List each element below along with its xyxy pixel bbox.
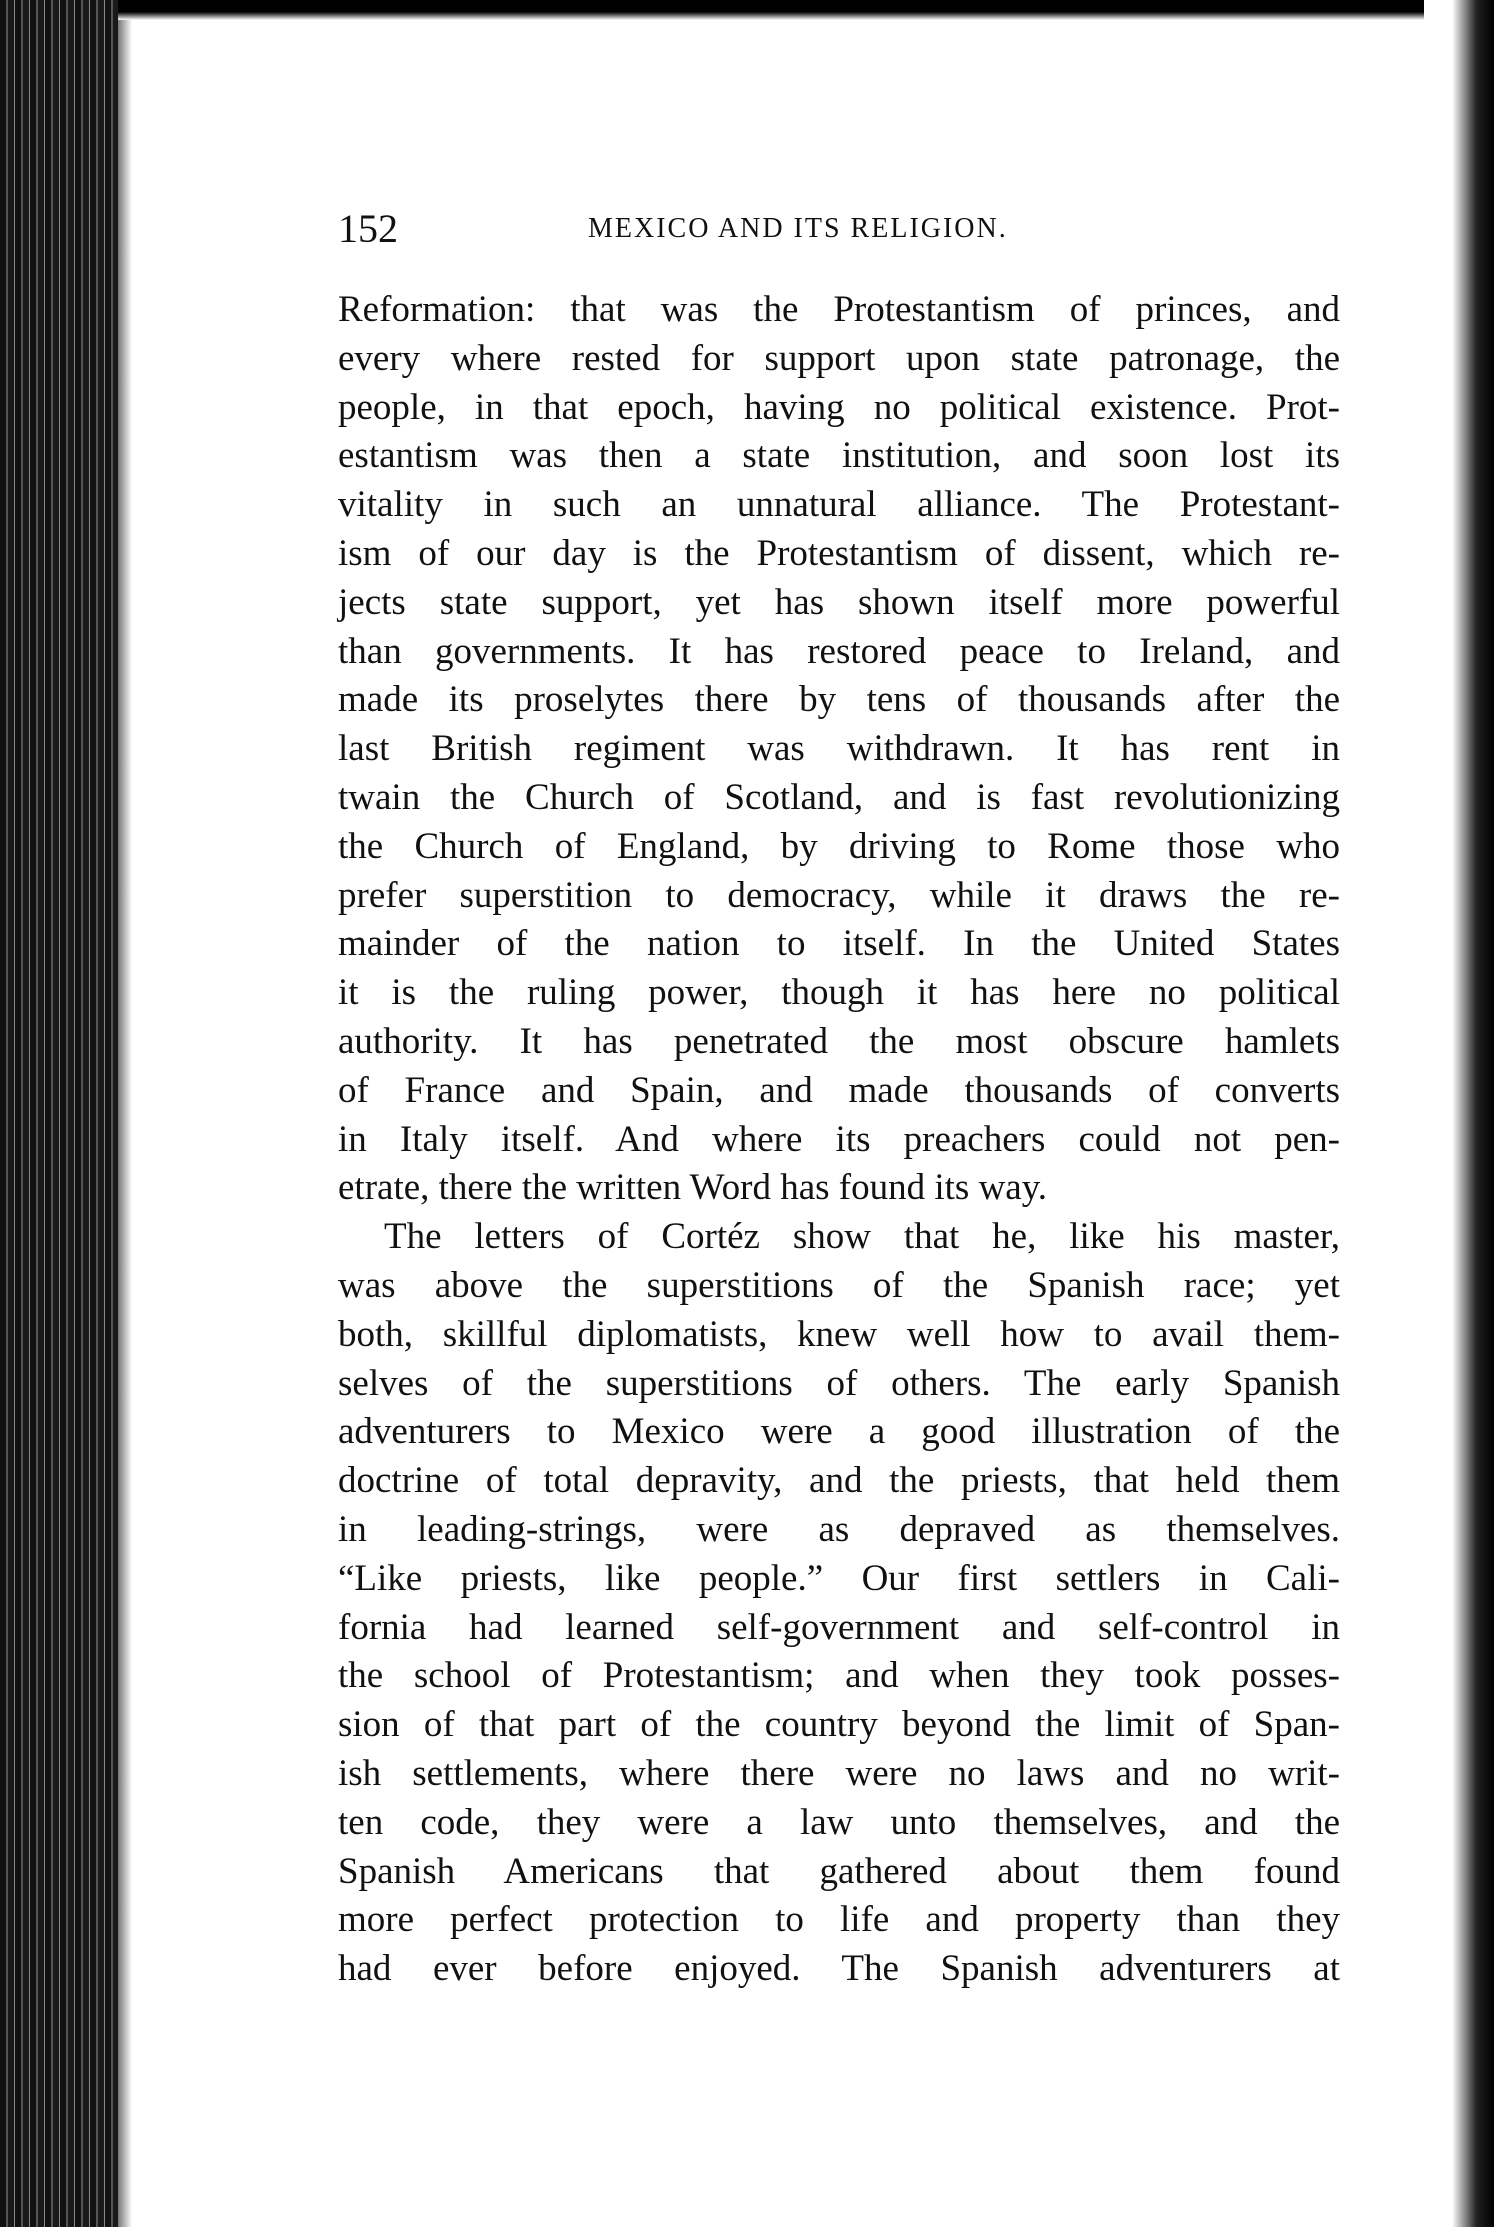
text-line: adventurers to Mexico were a good illustration of the xyxy=(338,1411,1340,1453)
page-right-edge xyxy=(1424,0,1494,2227)
text-line: sion of that part of the country beyond the limit of Span- xyxy=(338,1704,1340,1746)
text-line: both, skillful diplomatists, knew well how to avail them- xyxy=(338,1313,1340,1355)
text-line: last British regiment was withdrawn. It has rent in xyxy=(338,728,1340,770)
text-line: every where rested for support upon state patronage, the xyxy=(338,337,1340,379)
text-line: vitality in such an unnatural alliance. The Protestant- xyxy=(338,484,1340,526)
text-line: twain the Church of Scotland, and is fast revolutionizing xyxy=(338,776,1340,818)
text-line: mainder of the nation to itself. In the United States xyxy=(338,923,1340,965)
text-line: The letters of Cortéz show that he, like his master, xyxy=(384,1216,1340,1258)
running-title: MEXICO AND ITS RELIGION. xyxy=(588,213,1008,244)
text-line: the school of Protestantism; and when they took posses- xyxy=(338,1655,1340,1697)
text-line: than governments. It has restored peace to Ireland, and xyxy=(338,630,1340,672)
text-line: selves of the superstitions of others. The early Spanish xyxy=(338,1362,1340,1404)
text-line: jects state support, yet has shown itself more powerful xyxy=(338,581,1340,623)
text-line: people, in that epoch, having no political existence. Prot- xyxy=(338,386,1340,428)
text-line: ism of our day is the Protestantism of dissent, which re- xyxy=(338,532,1340,574)
page-number: 152 xyxy=(338,206,398,251)
text-line: “Like priests, like people.” Our first settlers in Cali- xyxy=(338,1557,1340,1599)
text-line: the Church of England, by driving to Rome those who xyxy=(338,825,1340,867)
text-line: authority. It has penetrated the most obscure hamlets xyxy=(338,1020,1340,1062)
text-line: Spanish Americans that gathered about them found xyxy=(338,1850,1340,1892)
binding-shadow xyxy=(118,0,132,2227)
text-line: ten code, they were a law unto themselves, and the xyxy=(338,1801,1340,1843)
text-line: etrate, there the written Word has found its way. xyxy=(338,1167,1048,1209)
text-line: Reformation: that was the Protestantism of princes, and xyxy=(338,289,1340,330)
text-line: had ever before enjoyed. The Spanish adventurers at xyxy=(338,1948,1340,1990)
text-line: more perfect protection to life and property than they xyxy=(338,1899,1340,1941)
book-binding-edge xyxy=(0,0,118,2227)
text-line: in Italy itself. And where its preachers could not pen- xyxy=(338,1118,1340,1160)
body-text xyxy=(338,286,1340,1994)
text-line: prefer superstition to democracy, while it draws the re- xyxy=(338,874,1340,916)
text-line: doctrine of total depravity, and the priests, that held them xyxy=(338,1460,1340,1502)
page-header xyxy=(338,205,1340,255)
text-line: of France and Spain, and made thousands of converts xyxy=(338,1069,1340,1111)
text-line: ish settlements, where there were no laws and no writ- xyxy=(338,1752,1340,1794)
text-line: fornia had learned self-government and self-control in xyxy=(338,1606,1340,1648)
text-line: made its proselytes there by tens of thousands after the xyxy=(338,679,1340,721)
text-line: estantism was then a state institution, and soon lost its xyxy=(338,435,1340,477)
text-line: in leading-strings, were as depraved as themselves. xyxy=(338,1508,1340,1550)
page-top-edge xyxy=(118,0,1494,20)
text-line: was above the superstitions of the Spanish race; yet xyxy=(338,1264,1340,1306)
text-line: it is the ruling power, though it has here no political xyxy=(338,972,1340,1014)
